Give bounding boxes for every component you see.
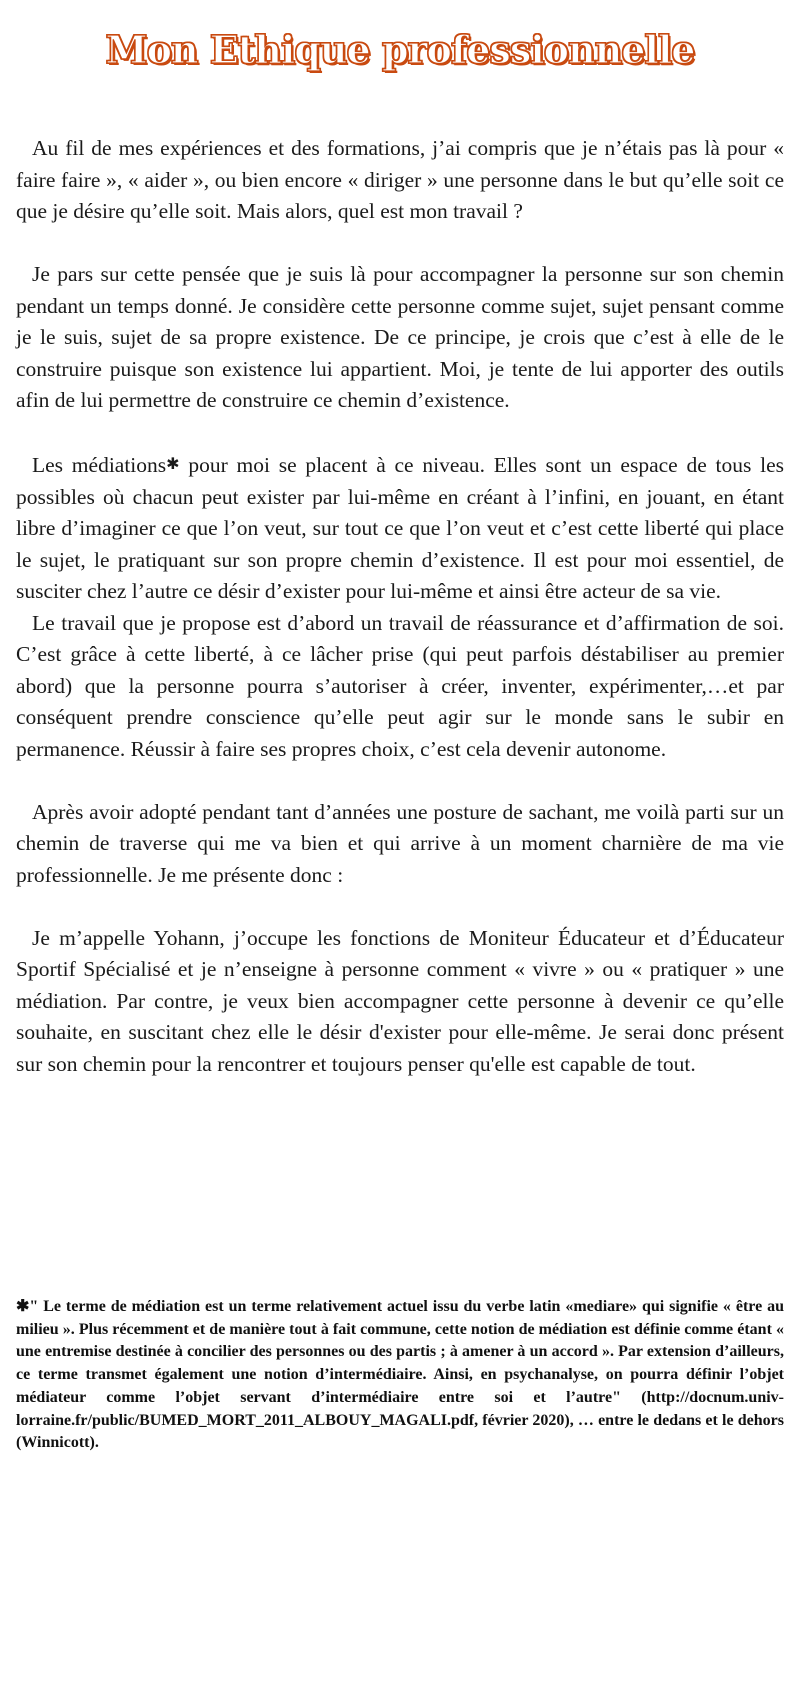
footnote (16, 1296, 784, 1455)
paragraph-gap (16, 891, 784, 923)
footnote-reference-icon: ✱ (166, 454, 180, 473)
article-body (16, 133, 784, 1080)
paragraph-mediations (16, 448, 784, 608)
paragraph-path: Après avoir adopté pendant tant d’années une posture de sachant, me voilà parti sur un chemin de traverse qui me va bien et qui arrive à un moment charnière de ma vie professionnelle. Je me présente donc : (16, 799, 784, 887)
paragraph-intro: Au fil de mes expériences et des formations, j’ai compris que je n’étais pas là pour « faire faire », « aider », ou bien encore « diriger » une personne dans le but qu’elle soit ce que je désire qu’elle soit. Mais alors, quel est mon travail ? (16, 136, 784, 223)
mediations-text-end: pour moi se placent à ce niveau. Elles sont un espace de tous les possibles où chacun peut exister par lui-même en créant à l’infini, en jouant, en étant libre d’imaginer ce que l’on veut, sur tout ce que l’on veut et c’est cette liberté qui place le sujet, le pratiquant sur son propre chemin d’existence. Il est pour moi essentiel, de susciter chez l’autre ce désir d’exister pour lui-même et ainsi être acteur de sa vie. (16, 453, 784, 603)
footnote-text: Le terme de médiation est un terme relativement actuel issu du verbe latin «mediare» qui signifie « être au milieu ». Plus récemment et de manière tout à fait commune, cette notion de médiation est définie comme étant « une entremise destinée à concilier des personnes ou des partis ; à amener à un accord ». Par extension d’ailleurs, ce terme transmet également une notion d’intermédiaire. Ainsi, en psychanalyse, on pourra définir l’objet médiateur comme l’objet servant d’intermédiaire entre soi et l’autre" (http://docnum.univ-lorraine.fr/public/BUMED_MORT_2011_ALBOUY_MAGALI.pdf, février 2020), … entre le dedans et le dehors (Winnicott). (16, 1298, 784, 1452)
paragraph-accompaniment: Je pars sur cette pensée que je suis là pour accompagner la personne sur son chemin pendant un temps donné. Je considère cette personne comme sujet, sujet pensant comme je le suis, sujet de sa propre existence. De ce principe, je crois que c’est à elle de le construire puisque son existence lui appartient. Moi, je tente de lui apporter des outils afin de lui permettre de construire ce chemin d’existence. (16, 262, 784, 412)
footnote-marker-icon: ✱" (16, 1298, 39, 1315)
paragraph-gap (16, 765, 784, 797)
paragraph-gap (16, 417, 784, 449)
paragraph-introduction-yohann: Je m’appelle Yohann, j’occupe les fonctions de Moniteur Éducateur et d’Éducateur Sportif Spécialisé et je n’enseigne à personne comment « vivre » ou « pratiquer » une médiation. Par contre, je veux bien accompagner cette personne à devenir ce qu’elle souhaite, en suscitant chez elle le désir d'exister pour elle-même. Je serai donc présent sur son chemin pour la rencontrer et toujours penser qu'elle est capable de tout. (16, 925, 784, 1076)
mediations-text-start: Les médiations (32, 453, 167, 477)
paragraph-work: Le travail que je propose est d’abord un travail de réassurance et d’affirmation de soi. C’est grâce à cette liberté, à ce lâcher prise (qui peut parfois déstabiliser au premier abord) que la personne pourra s’autoriser à créer, inventer, expérimenter,…et par conséquent prendre conscience qu’elle peut agir sur le monde sans le subir en permanence. Réussir à faire ses propres choix, c’est cela devenir autonome. (16, 610, 784, 761)
paragraph-gap (16, 228, 784, 260)
page-title: Mon Ethique professionnelle (105, 27, 695, 72)
